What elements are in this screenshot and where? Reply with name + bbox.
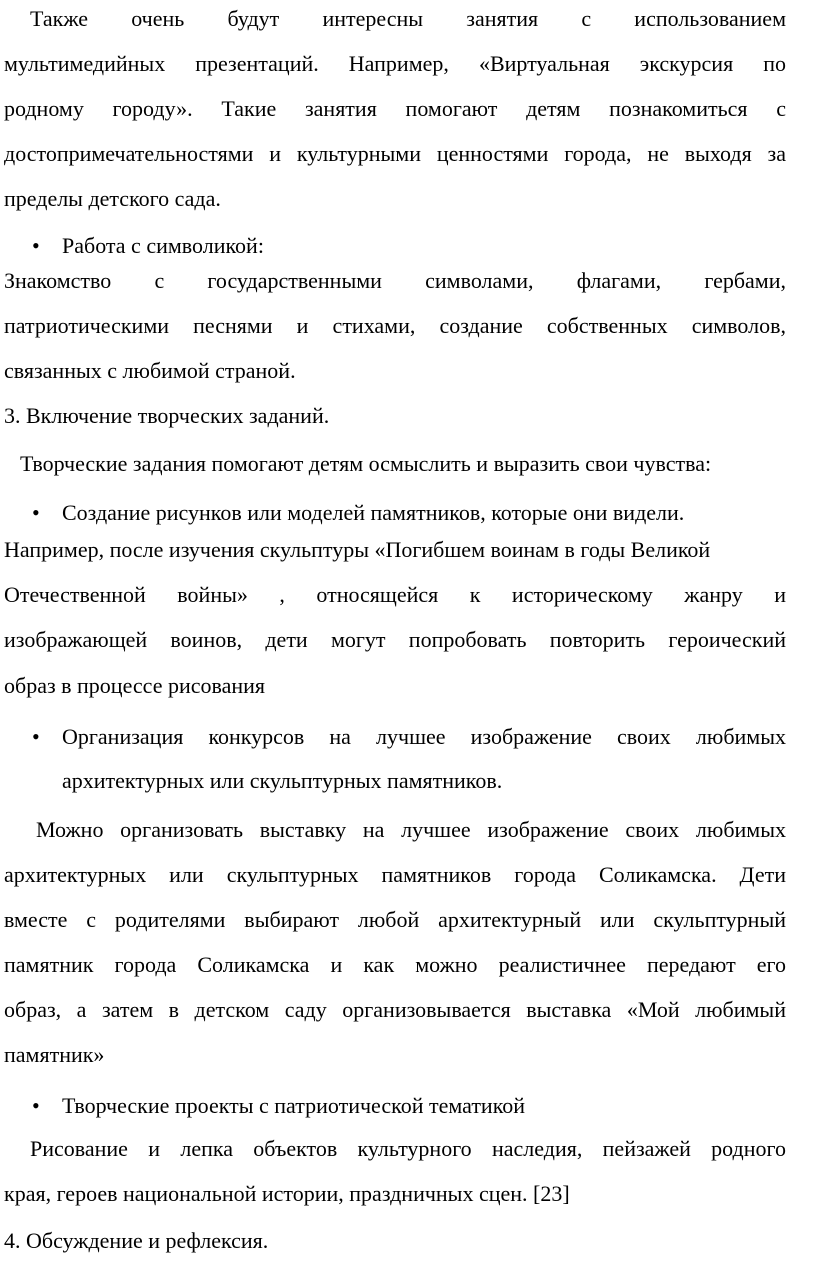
bullet-icon: • [32,233,40,258]
text-line: пределы детского сада. [4,186,221,211]
text-line: образ, а затем в детском саду организовывается выставка «Мой любимый [4,997,786,1022]
section-heading: 4. Обсуждение и рефлексия. [4,1228,269,1253]
text-line: Отечественной войны» , относящейся к историческому жанру и [4,582,786,607]
text-line: Также очень будут интересны занятия с использованием [30,6,786,31]
text-line: патриотическими песнями и стихами, создание собственных символов, [4,313,786,338]
bullet-icon: • [32,724,40,749]
text-line: Можно организовать выставку на лучшее изображение своих любимых [36,817,786,842]
bullet-icon: • [32,1093,40,1118]
text-line: Организация конкурсов на лучшее изображение своих любимых [62,724,786,749]
text-line: достопримечательностями и культурными ценностями города, не выходя за [4,141,786,166]
text-line: образ в процессе рисования [4,673,266,698]
text-line: памятник» [4,1042,105,1067]
text-line: связанных с любимой страной. [4,358,296,383]
text-line: вместе с родителями выбирают любой архитектурный или скульптурный [4,907,786,932]
text-line: архитектурных или скульптурных памятников. [62,768,503,793]
text-line: родному городу». Такие занятия помогают детям познакомиться с [4,96,786,121]
text-line: Например, после изучения скульптуры «Погибшем воинам в годы Великой [4,537,711,562]
text-line: Знакомство с государственными символами, флагами, гербами, [4,268,786,293]
text-line: памятник города Соликамска и как можно реалистичнее передают его [4,952,786,977]
text-line: архитектурных или скульптурных памятников города Соликамска. Дети [4,862,786,887]
bullet-icon: • [32,500,40,525]
bullet-title: Работа с символикой: [62,233,264,258]
text-line: мультимедийных презентаций. Например, «Виртуальная экскурсия по [4,51,786,76]
text-line: края, героев национальной истории, праздничных сцен. [23] [4,1181,570,1206]
text-line: Творческие задания помогают детям осмыслить и выразить свои чувства: [20,451,712,476]
text-line: Рисование и лепка объектов культурного наследия, пейзажей родного [30,1136,786,1161]
section-heading: 3. Включение творческих заданий. [4,403,330,428]
bullet-title: Творческие проекты с патриотической тематикой [62,1093,526,1118]
bullet-title: Создание рисунков или моделей памятников, которые они видели. [62,500,685,525]
text-line: изображающей воинов, дети могут попробовать повторить героический [4,627,786,652]
